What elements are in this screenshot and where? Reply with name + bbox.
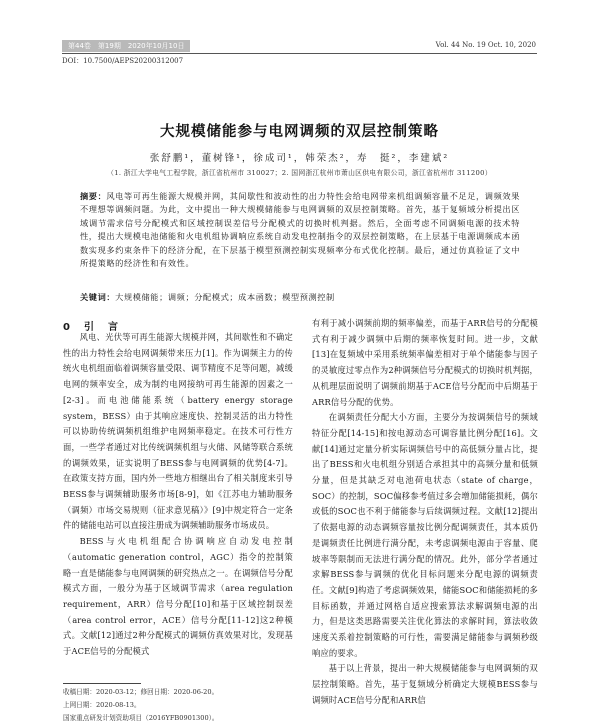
footnote-online: 上网日期：2020-08-13。 (63, 701, 141, 709)
header-rule (62, 53, 537, 54)
volume-info: Vol. 44 No. 19 Oct. 10, 2020 (435, 41, 536, 49)
paragraph: 有利于减小调频前期的频率偏差，而基于ARR信号的分配模式有利于减少调频中后期的频率恢复时间。进一步，文献[13]在复频域中采用系统频率偏差相对于单个储能参与因子的灵敏度过零点作为2种调频信号分配模式的切换时机判据，从机理层面说明了调频前期基于ACE信号分配而中后期基于ARR信号分配的优势。 (312, 318, 538, 407)
journal-issue-badge: 第44卷 第19期 2020年10月10日 (62, 40, 190, 52)
footnote-funding: 国家重点研发计划资助项目（2016YFB0901300）。 (63, 714, 219, 722)
keywords-text: 大规模储能；调频；分配模式；成本函数；模型预测控制 (115, 292, 335, 302)
author-list: 张舒鹏¹，董树锋¹，徐成司¹，韩荣杰²，寿 挺²，李建斌² (149, 153, 450, 164)
paragraph: BESS与火电机组配合协调响应自动发电控制（automatic generation control，AGC）指令的控制策略一直是储能参与电网调频的研究热点之一。在调频信号分配模式方面，一般分为基于区域调节需求（area regulation requirement，ARR）信号分配[10]和基于区域控制误差（area control error，ACE）信号分配[11-12]这2种模式。文献[12]通过2种分配模式的调频仿真效果对比，发现基于ACE信号的分配模式 (63, 536, 293, 657)
abstract (80, 190, 520, 270)
paragraph: 基于以上背景，提出一种大规模储能参与电网调频的双层控制策略。首先，基于复频域分析确定大规模BESS参与调频时ACE信号分配和ARR信 (312, 663, 538, 705)
footnote-received: 收稿日期：2020-03-12；修回日期：2020-06-20。 (63, 688, 219, 696)
left-column (63, 330, 293, 660)
footnote-rule (63, 683, 141, 684)
right-column (312, 316, 538, 709)
abstract-text: 风电等可再生能源大规模并网，其间歇性和波动性的出力特性会给电网带来机组调频容量不足足，调频效果不理想等调频问题。为此，文中提出一种大规模储能参与电网调频的双层控制策略。首先，基于复频域分析提出区域调节需求信号分配模式和区域控制误差信号分配模式的切换时机判据。然后，全面考虑不同调频电源的技术特性，提出大规模电池储能和火电机组协调响应系统自动发电控制指令的双层控制策略，在上层基于电源调频成本函数实现多约束条件下的经济分配，在下层基于模型预测控制实现频率分布式优化控制。最后，通过仿真验证了文中所提策略的经济性和有效性。 (80, 191, 520, 269)
paper-title: 大规模储能参与电网调频的双层控制策略 (160, 124, 439, 140)
footnotes (63, 686, 219, 725)
doi: DOI：10.7500/AEPS20200312007 (62, 57, 184, 65)
paragraph: 风电、光伏等可再生能源大规模并网，其间歇性和不确定性的出力特性会给电网调频带来压力[1]。作为调频主力的传统火电机组面临着调频容量受限、调节精度不足等问题，减缓电网的频率安全，成为制约电网接纳可再生能源的因素之一[2-3]。而电池储能系统（battery energy storage system，BESS）由于其响应速度快、控制灵活的出力特性可以协助传统调频机组维护电网频率稳定。在技术可行性方面，一些学者通过对比传统调频机组与火储、风储等联合系统的调频效果，证实说明了BESS参与电网调频的优势[4-7]。在政策支持方面，国内外一些地方相继出台了相关制度来引导BESS参与调频辅助服务市场[8-9]，如《江苏电力辅助服务（调频）市场交易规则（征求意见稿）》[9]中规定符合一定条件的储能电站可以直接注册成为调频辅助服务市场成员。 (63, 332, 293, 531)
keywords (80, 292, 520, 303)
keywords-label: 关键词： (80, 292, 116, 302)
section-heading: 0 引 言 (63, 322, 120, 333)
affiliations: （1. 浙江大学电气工程学院，浙江省杭州市 310027；2. 国网浙江杭州市萧山区供电有限公司，浙江省杭州市 311200） (107, 169, 492, 177)
abstract-label: 摘要： (80, 191, 107, 201)
paragraph: 在调频责任分配大小方面，主要分为按调频信号的频域特征分配[14-15]和按电源动态可调容量比例分配[16]。文献[14]通过定量分析实际调频信号中的高低频分量占比，提出了BESS和火电机组分别适合承担其中的高频分量和低频分量，但是其缺乏对电池荷电状态（state of charge，SOC）的控制，SOC偏移参考值过多会增加储能损耗，偶尔或低的SOC也不利于储能参与后续调频过程。文献[12]提出了依据电源的动态调频容量按比例分配调频责任，其本质仍是调频责任比例进行满分配，未考虑调频电源由于容量、爬坡率等限制而无法进行满分配的情况。此外，部分学者通过求解BESS参与调频的优化目标问题来分配电源的调频责任。文献[9]构造了考虑调频效果，储能SOC和储能损耗的多目标函数，并通过网格自适应搜索算法求解调频电源的出力，但是这类思路需要关注优化算法的求解时间，算法收敛速度关系着控制策略的可行性，需要满足储能参与调频秒级响应的要求。 (312, 412, 538, 658)
